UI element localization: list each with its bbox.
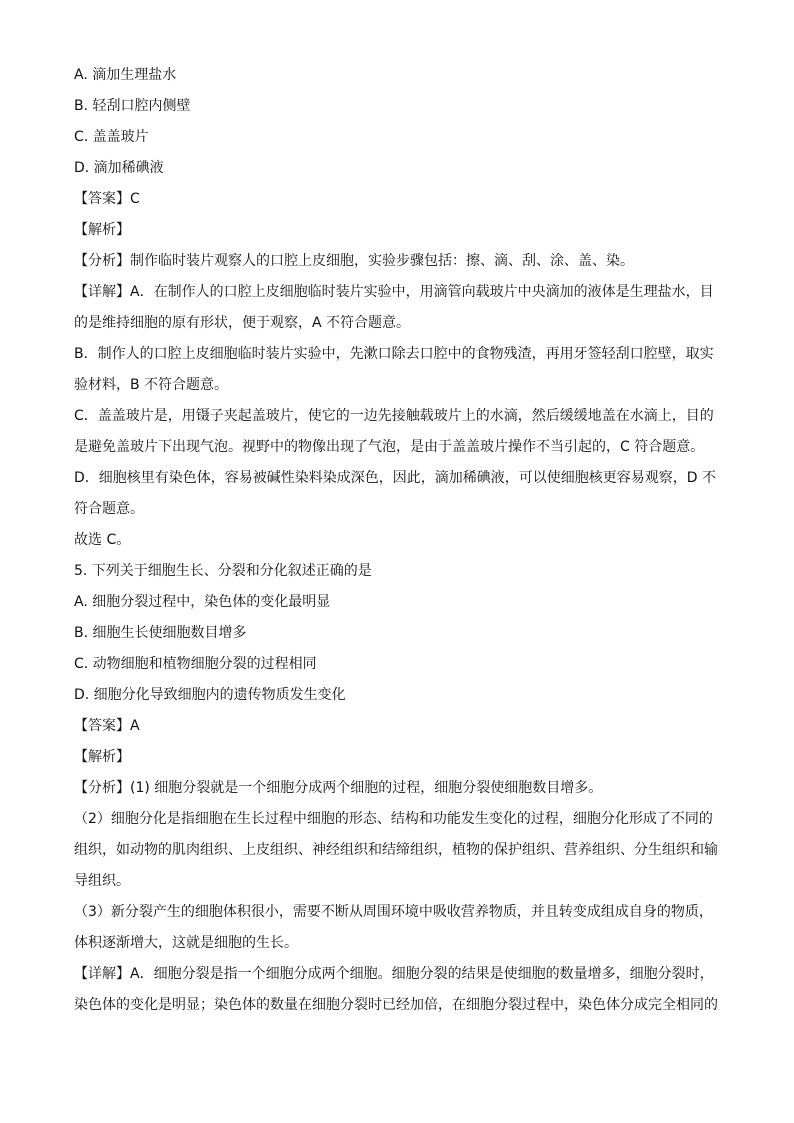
analysis-text: 【分析】制作临时装片观察人的口腔上皮细胞，实验步骤包括：擦、滴、刮、涂、盖、染。: [74, 253, 634, 269]
analysis-text: 组织，如动物的肌肉组织、上皮组织、神经组织和结缔组织，植物的保护组织、营养组织、分生组织和输: [74, 842, 718, 858]
analysis-text: 导组织。: [74, 873, 130, 889]
document-content: [74, 64, 722, 1016]
option-d: D. 细胞分化导致细胞内的遗传物质发生变化: [74, 687, 346, 703]
option-c: C. 盖盖玻片: [74, 129, 149, 145]
answer-line: 【答案】C: [74, 191, 140, 207]
option-b: B. 细胞生长使细胞数目增多: [74, 625, 247, 641]
option-a: A. 滴加生理盐水: [74, 67, 177, 83]
option-b: B. 轻刮口腔内侧壁: [74, 98, 191, 114]
detail-line: 符合题意。: [74, 501, 144, 517]
question-stem: 5. 下列关于细胞生长、分裂和分化叙述正确的是: [74, 563, 372, 579]
analysis-heading: 【解析】: [74, 749, 130, 765]
analysis-text: 【分析】(1) 细胞分裂就是一个细胞分成两个细胞的过程，细胞分裂使细胞数目增多。: [74, 780, 603, 796]
option-a: A. 细胞分裂过程中，染色体的变化最明显: [74, 594, 331, 610]
detail-line: B．制作人的口腔上皮细胞临时装片实验中，先漱口除去口腔中的食物残渣，再用牙签轻刮口腔壁，取实: [74, 346, 714, 362]
detail-line: 是避免盖玻片下出现气泡。视野中的物像出现了气泡，是由于盖盖玻片操作不当引起的，C 符合题意。: [74, 439, 705, 455]
detail-line: 的是维持细胞的原有形状，便于观察，A 不符合题意。: [74, 315, 411, 331]
option-d: D. 滴加稀碘液: [74, 160, 164, 176]
detail-line: 【详解】A．细胞分裂是指一个细胞分成两个细胞。细胞分裂的结果是使细胞的数量增多，细胞分裂时，: [74, 966, 714, 982]
detail-line: 验材料，B 不符合题意。: [74, 377, 229, 393]
option-c: C. 动物细胞和植物细胞分裂的过程相同: [74, 656, 317, 672]
detail-line: 【详解】A．在制作人的口腔上皮细胞临时装片实验中，用滴管向载玻片中央滴加的液体是生理盐水，目: [74, 284, 714, 300]
detail-line: 染色体的变化是明显；染色体的数量在细胞分裂时已经加倍，在细胞分裂过程中，染色体分成完全相同的: [74, 997, 718, 1013]
detail-line: C．盖盖玻片是，用镊子夹起盖玻片，使它的一边先接触载玻片上的水滴，然后缓缓地盖在水滴上，目的: [74, 408, 714, 424]
analysis-text: （2）细胞分化是指细胞在生长过程中细胞的形态、结构和功能发生变化的过程，细胞分化形成了不同的: [74, 811, 713, 827]
detail-line: D．细胞核里有染色体，容易被碱性染料染成深色，因此，滴加稀碘液，可以使细胞核更容易观察，D 不: [74, 470, 717, 486]
answer-line: 【答案】A: [74, 718, 140, 734]
conclusion-line: 故选 C。: [74, 532, 131, 548]
analysis-text: （3）新分裂产生的细胞体积很小，需要不断从周围环境中吸收营养物质，并且转变成组成自身的物质，: [74, 904, 713, 920]
analysis-text: 体积逐渐增大，这就是细胞的生长。: [74, 935, 298, 951]
analysis-heading: 【解析】: [74, 222, 130, 238]
